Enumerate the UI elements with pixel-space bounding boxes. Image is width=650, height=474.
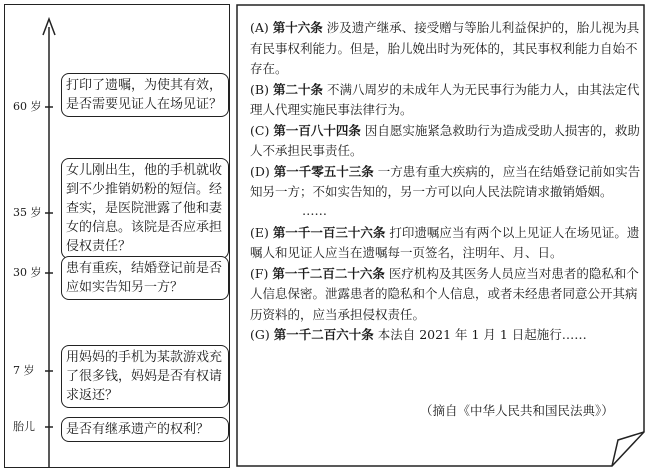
article-g: (G) 第一千二百六十条 本法自 2021 年 1 月 1 日起施行…… — [250, 327, 587, 342]
article-a: (A) 第十六条 涉及遗产继承、接受赠与等胎儿利益保护的，胎儿视为具有民事权利能力。但是，胎儿娩出时为死体的，其民事权利能力自始不存在。 — [250, 20, 640, 76]
question-bubble-35: 女儿刚出生，他的手机就收到不少推销奶粉的短信。经查实，是医院泄露了他和妻女的信息。该院是否应承担侵权责任？ — [61, 158, 229, 259]
article-f: (F) 第一千二百二十六条 医疗机构及其医务人员应当对患者的隐私和个人信息保密。泄露患者的隐私和个人信息，或者未经患者同意公开其病历资料的，应当承担侵权责任。 — [250, 265, 639, 322]
article-text: 打印遗嘱应当有两个以上见证人在场见证。遗嘱人和见证人应当在遗嘱每一页签名，注明年、月、日。 — [250, 224, 640, 260]
article-text: 因自愿实施紧急救助行为造成受助人损害的，救助人不承担民事责任。 — [250, 122, 640, 158]
question-bubble-30: 患有重疾，结婚登记前是否应如实告知另一方？ — [61, 256, 229, 300]
age-label-30: 30 岁 — [13, 266, 42, 279]
timeline-panel — [4, 4, 230, 468]
article-list — [250, 18, 642, 346]
article-e: (E) 第一千一百三十六条 打印遗嘱应当有两个以上见证人在场见证。遗嘱人和见证人应当在遗嘱每一页签名，注明年、月、日。 — [250, 224, 640, 260]
age-label-7: 7 岁 — [13, 364, 35, 377]
law-excerpt-panel — [236, 4, 646, 468]
article-number: 第十六条 — [272, 20, 323, 35]
article-number: 第二十条 — [272, 81, 323, 97]
omission-ellipsis: …… — [302, 202, 327, 218]
article-number: 第一千二百六十条 — [273, 327, 374, 342]
article-text: 一方患有重大疾病的，应当在结婚登记前如实告知另一方；不如实告知的，另一方可以向人民法院请求撤销婚姻。 — [250, 163, 641, 199]
article-number: 第一千零五十三条 — [273, 163, 374, 179]
question-bubble-60: 打印了遗嘱，为使其有效，是否需要见证人在场见证？ — [61, 73, 229, 117]
article-text: 不满八周岁的未成年人为无民事行为能力人，由其法定代理人代理实施民事法律行为。 — [250, 81, 640, 117]
article-number: 第一千二百二十六条 — [272, 265, 385, 281]
article-number: 第一千一百三十六条 — [272, 224, 386, 240]
question-bubble-fetus: 是否有继承遗产的权利？ — [61, 417, 229, 442]
article-text: 本法自 2021 年 1 月 1 日起施行…… — [377, 327, 587, 342]
article-text: 医疗机构及其医务人员应当对患者的隐私和个人信息保密。泄露患者的隐私和个人信息，或者未经患者同意公开其病历资料的，应当承担侵权责任。 — [250, 265, 639, 322]
article-c: (C) 第一百八十四条 因自愿实施紧急救助行为造成受助人损害的，救助人不承担民事责任。 — [250, 122, 640, 158]
question-bubble-7: 用妈妈的手机为某款游戏充了很多钱，妈妈是否有权请求返还？ — [61, 345, 229, 408]
age-label-35: 35 岁 — [13, 206, 42, 219]
article-d: (D) 第一千零五十三条 一方患有重大疾病的，应当在结婚登记前如实告知另一方；不如实告知的，另一方可以向人民法院请求撤销婚姻。 — [250, 163, 641, 199]
article-text: 涉及遗产继承、接受赠与等胎儿利益保护的，胎儿视为具有民事权利能力。但是，胎儿娩出时为死体的，其民事权利能力自始不存在。 — [250, 20, 640, 76]
source-citation: （摘自《中华人民共和国民法典》） — [420, 403, 614, 418]
article-number: 第一百八十四条 — [273, 122, 361, 138]
article-b: (B) 第二十条 不满八周岁的未成年人为无民事行为能力人，由其法定代理人代理实施民事法律行为。 — [250, 81, 640, 117]
age-label-60: 60 岁 — [13, 100, 42, 113]
age-label-fetus: 胎儿 — [13, 420, 35, 433]
